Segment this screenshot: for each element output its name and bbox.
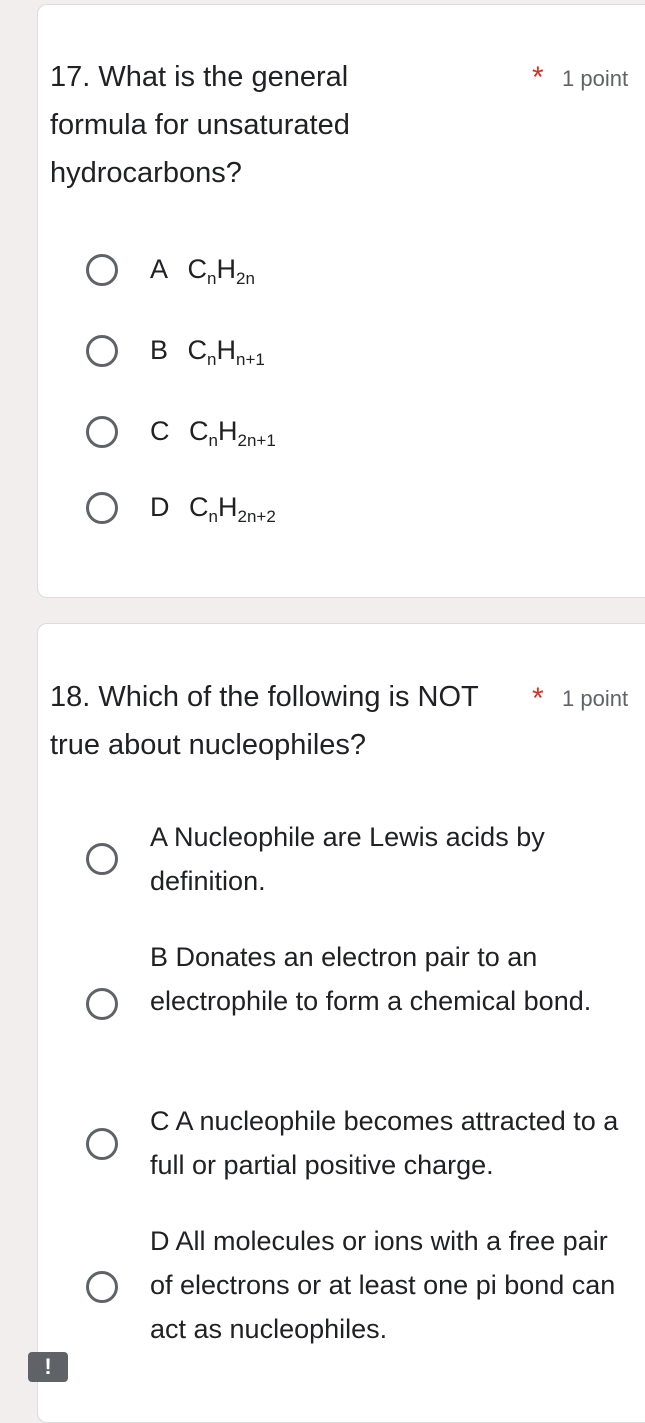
formula-h-sub: 2n	[236, 269, 255, 288]
formula-h: H	[217, 492, 238, 522]
radio-option-c[interactable]	[86, 416, 118, 448]
radio-option-b[interactable]	[86, 988, 118, 1020]
option-a-label[interactable]	[150, 247, 255, 291]
option-a-label[interactable]: A Nucleophile are Lewis acids by definition.	[150, 822, 545, 896]
formula-c-sub: n	[208, 431, 218, 450]
formula-h: H	[216, 335, 236, 365]
radio-option-d[interactable]	[86, 492, 118, 524]
option-letter: B	[150, 335, 169, 365]
option-c-label[interactable]	[150, 409, 276, 453]
option-b-label[interactable]: B Donates an electron pair to an electrophile to form a chemical bond.	[150, 942, 592, 1016]
option-d-label[interactable]: D All molecules or ions with a free pair of electrons or at least one pi bond can act as nucleophiles.	[150, 1226, 616, 1344]
radio-option-c[interactable]	[86, 1128, 118, 1160]
option-c-label[interactable]: C A nucleophile becomes attracted to a full or partial positive charge.	[150, 1106, 619, 1180]
option-letter: C	[150, 416, 170, 446]
formula-c-sub: n	[207, 350, 217, 369]
option-formula	[189, 492, 276, 526]
formula-h: H	[216, 254, 236, 284]
option-letter: D	[150, 492, 170, 522]
formula-h-sub: n+1	[236, 350, 265, 369]
question-title-17: 17. What is the general formula for unsaturated hydrocarbons?	[50, 61, 350, 189]
formula-c: C	[187, 254, 208, 284]
formula-h-sub: 2n+2	[237, 507, 276, 526]
formula-c: C	[189, 492, 209, 522]
radio-option-a[interactable]	[86, 843, 118, 875]
option-letter: A	[150, 254, 169, 284]
formula-c-sub: n	[208, 507, 218, 526]
question-points: 1 point	[562, 66, 629, 91]
question-points: 1 point	[562, 686, 629, 711]
report-button[interactable]: !	[28, 1352, 68, 1382]
radio-option-a[interactable]	[86, 254, 118, 286]
formula-c: C	[189, 416, 209, 446]
formula-c-sub: n	[207, 269, 217, 288]
option-d-label[interactable]	[150, 485, 276, 529]
option-formula	[187, 254, 255, 288]
formula-h: H	[217, 416, 238, 446]
option-b-label[interactable]	[150, 328, 265, 372]
option-formula	[189, 416, 276, 450]
required-asterisk: *	[532, 61, 544, 94]
formula-c: C	[187, 335, 208, 365]
radio-option-d[interactable]	[86, 1271, 118, 1303]
required-asterisk: *	[532, 682, 544, 715]
question-title-18: 18. Which of the following is NOT true about nucleophiles?	[50, 681, 479, 761]
option-formula	[187, 335, 265, 369]
formula-h-sub: 2n+1	[237, 431, 276, 450]
radio-option-b[interactable]	[86, 335, 118, 367]
